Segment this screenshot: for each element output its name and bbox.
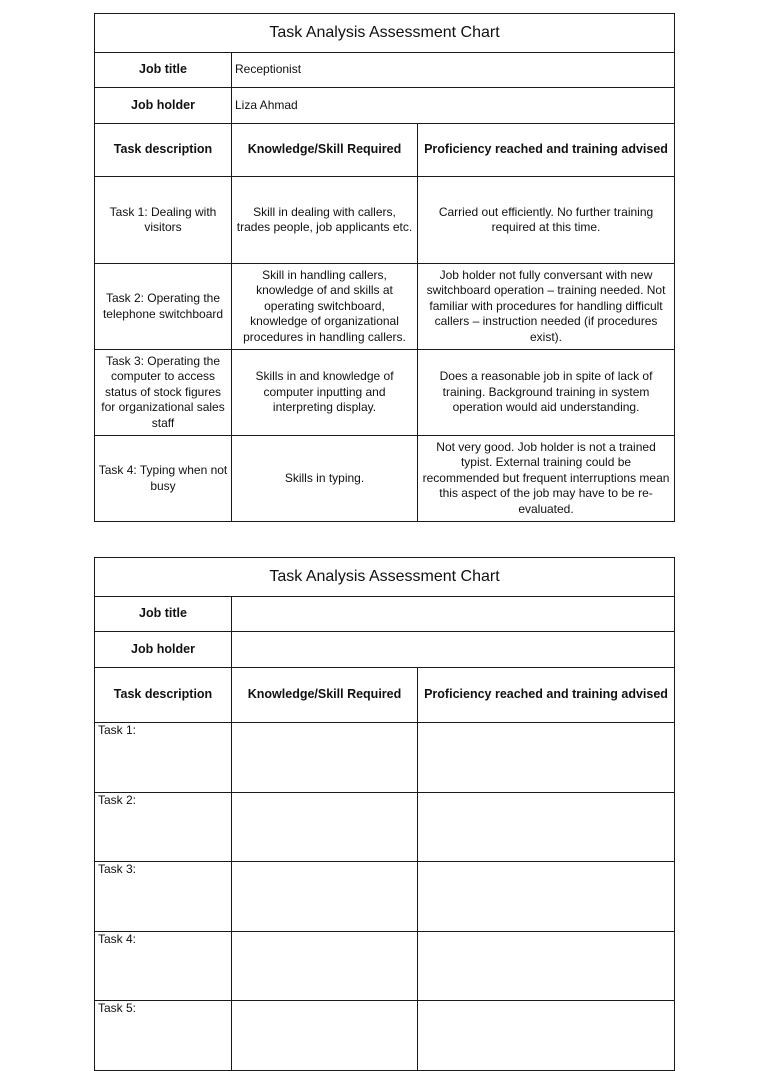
task-label: Task 5: [95,1001,232,1071]
table-row [95,862,675,932]
task-label: Task 4: [95,932,232,1001]
table-row [95,436,675,522]
skill-required-cell: Skills in typing. [232,436,418,522]
proficiency-cell: Job holder not fully conversant with new switchboard operation – training needed. Not familiar with procedures for handling difficult callers – instruction needed (if procedures exist). [418,264,675,350]
table-row [95,264,675,350]
skill-required-cell [232,932,418,1001]
skill-required-cell [232,1001,418,1071]
header-task-description: Task description [95,124,232,177]
job-title-label: Job title [95,53,232,88]
job-holder-label: Job holder [95,88,232,124]
job-title-value [232,597,675,632]
job-holder-value: Liza Ahmad [232,88,675,124]
table-row [95,1001,675,1071]
job-holder-label: Job holder [95,632,232,668]
task-analysis-chart-filled [94,13,675,522]
task-analysis-chart-blank [94,557,675,1071]
chart-title: Task Analysis Assessment Chart [95,558,675,597]
proficiency-cell: Does a reasonable job in spite of lack of training. Background training in system operation would aid understanding. [418,350,675,436]
table-row [95,350,675,436]
header-proficiency: Proficiency reached and training advised [418,668,675,723]
header-task-description: Task description [95,668,232,723]
skill-required-cell [232,862,418,932]
chart-title: Task Analysis Assessment Chart [95,14,675,53]
skill-required-cell [232,723,418,793]
skill-required-cell [232,793,418,862]
header-proficiency: Proficiency reached and training advised [418,124,675,177]
task-description-cell: Task 3: Operating the computer to access status of stock figures for organizational sales staff [95,350,232,436]
task-description-cell: Task 2: Operating the telephone switchboard [95,264,232,350]
skill-required-cell: Skill in handling callers, knowledge of and skills at operating switchboard, knowledge of organizational procedures in handling callers. [232,264,418,350]
proficiency-cell [418,1001,675,1071]
table-row [95,793,675,862]
proficiency-cell: Not very good. Job holder is not a trained typist. External training could be recommended but frequent interruptions mean this aspect of the job may have to be re-evaluated. [418,436,675,522]
proficiency-cell [418,793,675,862]
task-label: Task 2: [95,793,232,862]
proficiency-cell: Carried out efficiently. No further training required at this time. [418,177,675,264]
task-description-cell: Task 1: Dealing with visitors [95,177,232,264]
header-knowledge-skill: Knowledge/Skill Required [232,668,418,723]
proficiency-cell [418,723,675,793]
job-title-label: Job title [95,597,232,632]
skill-required-cell: Skill in dealing with callers, trades people, job applicants etc. [232,177,418,264]
proficiency-cell [418,862,675,932]
table-row [95,723,675,793]
task-description-cell: Task 4: Typing when not busy [95,436,232,522]
table-row [95,177,675,264]
table-row [95,932,675,1001]
proficiency-cell [418,932,675,1001]
header-knowledge-skill: Knowledge/Skill Required [232,124,418,177]
job-title-value: Receptionist [232,53,675,88]
job-holder-value [232,632,675,668]
task-label: Task 3: [95,862,232,932]
skill-required-cell: Skills in and knowledge of computer inputting and interpreting display. [232,350,418,436]
task-label: Task 1: [95,723,232,793]
